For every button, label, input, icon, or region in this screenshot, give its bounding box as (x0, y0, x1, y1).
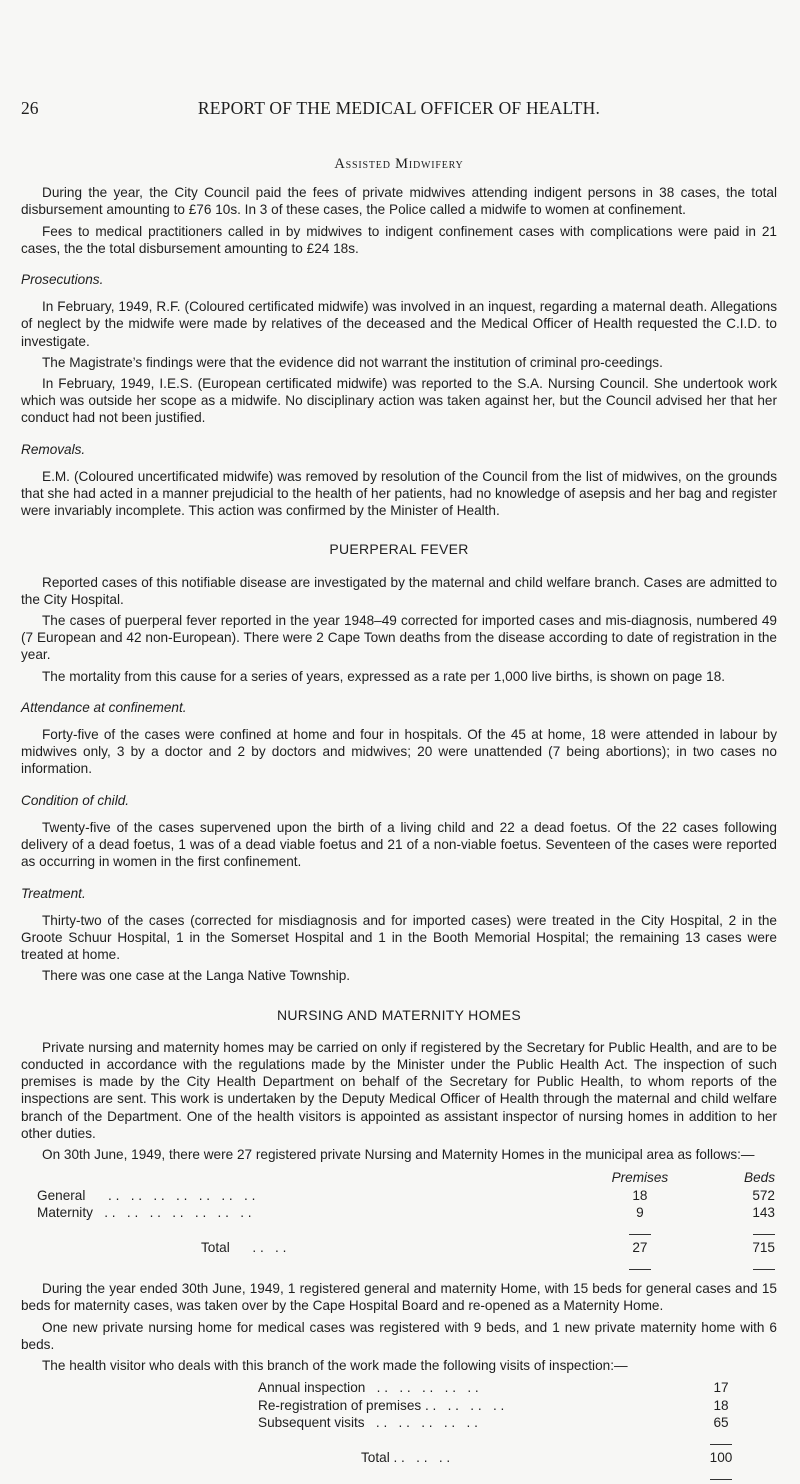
table-total-row (21, 1449, 751, 1467)
row-label: Re-registration of premises (258, 1397, 422, 1413)
section-heading: NURSING AND MATERNITY HOMES (276, 1006, 522, 1023)
leader-dots: . . . . . . . . . . (375, 1415, 478, 1431)
running-title: REPORT OF THE MEDICAL OFFICER OF HEALTH. (197, 98, 601, 118)
leader-dots: . . . . . . . . . . . . . . (108, 1187, 256, 1203)
section-assisted-midwifery (21, 156, 777, 519)
paragraph: Fees to medical practitioners called in by midwives to indigent confinement cases with complications were paid in 21 cases, the the total disbursement amounting to £24 18s. (21, 223, 777, 256)
page-number: 26 (21, 98, 39, 118)
paragraph: The Magistrate’s findings were that the evidence did not warrant the institution of criminal pro-ceedings. (42, 354, 663, 370)
paragraph: E.M. (Coloured uncertificated midwife) was removed by resolution of the Council from the list of midwives, on the grounds that she had acted in a manner prejudicial to the health of her patients, had no knowledge of asepsis and her bag and register were invariably incomplete. This action was confirmed by the Minister of Health. (21, 468, 777, 519)
paragraph: The mortality from this cause for a series of years, expressed as a rate per 1,000 live births, is shown on page 18. (42, 668, 726, 684)
subheading-removals: Removals. (21, 441, 86, 457)
leader-dots: . . . . . . (393, 1450, 451, 1466)
visits-cell: 65 (713, 1415, 729, 1431)
section-nursing-homes (21, 1007, 777, 1484)
section-puerperal-fever (21, 541, 777, 984)
total-beds: 715 (752, 1240, 775, 1256)
rule (753, 1234, 775, 1235)
paragraph: One new private nursing home for medical cases was registered with 9 beds, and 1 new private maternity home with 6 beds. (21, 1319, 777, 1352)
leader-dots: . . . . . . . . . . (376, 1380, 479, 1396)
table-row (21, 1379, 751, 1397)
rule (629, 1269, 651, 1270)
leader-dots: . . . . . . . . . . . . . . (104, 1205, 252, 1221)
row-label: Subsequent visits (258, 1415, 365, 1431)
rule (753, 1269, 775, 1270)
leader-dots: . . . . . . . . (424, 1397, 505, 1413)
table-header-row (21, 1169, 777, 1187)
paragraph: The health visitor who deals with this branch of the work made the following visits of inspection:— (42, 1357, 628, 1373)
paragraph: Forty-five of the cases were confined at home and four in hospitals. Of the 45 at home, 18 were attended in labour by midwives only, 3 by a doctor and 2 by doctors and midwives; 20 were unattended (7 being abortions); in two cases no information. (21, 727, 777, 777)
table-row (21, 1204, 777, 1222)
rule (710, 1444, 732, 1445)
row-label: Annual inspection (258, 1380, 366, 1396)
paragraph: In February, 1949, R.F. (Coloured certificated midwife) was involved in an inquest, regarding a maternal death. Allegations of neglect by the midwife were made by relatives of the deceased and the Medical Officer of Health requested the C.I.D. to investigate. (21, 299, 777, 349)
premises-cell: 9 (636, 1205, 644, 1221)
subheading-condition: Condition of child. (21, 792, 130, 808)
homes-table (21, 1169, 777, 1274)
beds-cell: 143 (752, 1205, 775, 1221)
page-header (21, 100, 777, 120)
total-visits: 100 (709, 1450, 733, 1466)
leader-dots: . . . . (252, 1240, 287, 1256)
total-label: Total (201, 1240, 230, 1256)
total-premises: 27 (632, 1240, 648, 1256)
table-row (21, 1414, 751, 1432)
rule (629, 1234, 651, 1235)
paragraph: Reported cases of this notifiable disease are investigated by the maternal and child welfare branch. Cases are admitted to the City Hospital. (21, 574, 777, 607)
row-label: Maternity (37, 1205, 93, 1221)
row-label: General (37, 1187, 86, 1203)
subheading-attendance: Attendance at confinement. (21, 699, 187, 715)
section-heading: PUERPERAL FEVER (329, 541, 469, 558)
beds-cell: 572 (752, 1187, 775, 1203)
paragraph: Thirty-two of the cases (corrected for misdiagnosis and for imported cases) were treated in the City Hospital, 2 in the Groote Schuur Hospital, 1 in the Somerset Hospital and 1 in the Booth Memorial Hospital; the remaining 13 cases were treated at home. (21, 912, 777, 963)
column-header-premises: Premises (611, 1170, 669, 1186)
paragraph: During the year, the City Council paid the fees of private midwives attending indigent persons in 38 cases, the total disbursement amounting to £76 10s. In 3 of these cases, the Police called a midwife to women at confinement. (21, 185, 777, 218)
page-body (21, 156, 777, 1484)
column-header-beds: Beds (744, 1170, 775, 1186)
paragraph: On 30th June, 1949, there were 27 registered private Nursing and Maternity Homes in the municipal area as follows:— (42, 1146, 755, 1162)
subheading-prosecutions: Prosecutions. (21, 272, 104, 288)
paragraph: In February, 1949, I.E.S. (European certificated midwife) was reported to the S.A. Nursing Council. She undertook work which was outside her scope as a midwife. No disciplinary action was taken against her, but the Council advised her that her conduct had not been justified. (21, 376, 777, 426)
paragraph: Twenty-five of the cases supervened upon the birth of a living child and 22 a dead foetus. Of the 22 cases following delivery of a dead foetus, 1 was of a dead viable foetus and 21 of a non-viable foetus. Seventeen of the cases were reported as occurring in women in the first confinement. (21, 819, 777, 870)
section-heading: Assisted Midwifery (334, 156, 464, 172)
rule (710, 1479, 732, 1480)
paragraph: The cases of puerperal fever reported in the year 1948–49 corrected for imported cases and mis-diagnosis, numbered 49 (7 European and 42 non-European). There were 2 Cape Town deaths from the disease according to date of registration in the year. (21, 613, 777, 663)
subheading-treatment: Treatment. (21, 885, 86, 901)
paragraph: Private nursing and maternity homes may be carried on only if registered by the Secretary for Public Health, and are to be conducted in accordance with the regulations made by the Minister under the Public Health Act. The inspection of such premises is made by the City Health Department on behalf of the Secretary for Public Health, to whom reports of the inspections are sent. This work is undertaken by the Deputy Medical Officer of Health through the maternal and child welfare branch of the Department. One of the health visitors is appointed as assistant inspector of nursing homes in addition to her other duties. (21, 1039, 777, 1141)
table-total-row (21, 1239, 777, 1257)
premises-cell: 18 (632, 1187, 648, 1203)
table-row (21, 1397, 751, 1415)
total-label: Total (361, 1450, 390, 1466)
paragraph: During the year ended 30th June, 1949, 1 registered general and maternity Home, with 15 beds for general cases and 15 beds for maternity cases, was taken over by the Cape Hospital Board and re-opened as a Maternity Home. (21, 1281, 777, 1314)
visits-table (21, 1379, 751, 1484)
table-row (21, 1187, 777, 1205)
visits-cell: 18 (713, 1397, 729, 1413)
visits-cell: 17 (713, 1380, 729, 1396)
paragraph: There was one case at the Langa Native Township. (42, 968, 351, 984)
